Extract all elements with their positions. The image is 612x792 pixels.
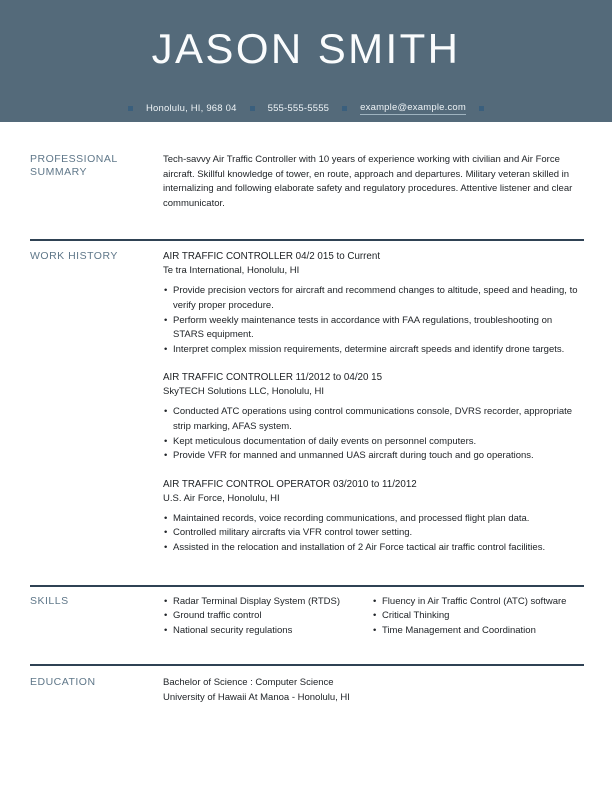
job-title: AIR TRAFFIC CONTROL OPERATOR 03/2010 to 11/2012 — [163, 478, 417, 490]
job-company: U.S. Air Force, Honolulu, HI — [163, 492, 280, 504]
skill-item: • Fluency in Air Traffic Control (ATC) software — [372, 595, 584, 610]
separator-square-icon — [250, 106, 255, 111]
skills-column-left — [163, 595, 372, 639]
separator-square-icon — [342, 106, 347, 111]
contact-phone: 555-555-5555 — [267, 103, 330, 114]
job-bullet: • Maintained records, voice recording communications, and processed flight plan data. — [163, 512, 584, 527]
job-bullet: • Conducted ATC operations using control communications console, DVRS recorder, appropriate strip marking, AFAS system. — [163, 405, 584, 434]
work-history-section-label: WORK HISTORY — [30, 250, 118, 263]
job-entry — [163, 371, 584, 463]
job-bullet: • Perform weekly maintenance tests in accordance with FAA regulations, troubleshooting on STARS equipment. — [163, 314, 584, 343]
skill-item: • Radar Terminal Display System (RTDS) — [163, 595, 372, 610]
separator-square-icon — [128, 106, 133, 111]
job-bullet: • Controlled military aircrafts via VFR control tower setting. — [163, 526, 584, 541]
job-bullet: • Provide VFR for manned and unmanned UAS aircraft during touch and go operations. — [163, 449, 584, 464]
job-company: SkyTECH Solutions LLC, Honolulu, HI — [163, 386, 325, 398]
summary-section-label: PROFESSIONAL SUMMARY — [30, 153, 118, 178]
candidate-name: JASON SMITH — [151, 25, 461, 72]
separator-square-icon — [479, 106, 484, 111]
education-section-label: EDUCATION — [30, 676, 96, 689]
contact-email-link[interactable]: example@example.com — [360, 102, 467, 113]
job-entry — [163, 478, 584, 556]
job-title: AIR TRAFFIC CONTROLLER 04/2 015 to Current — [163, 251, 381, 263]
job-bullet-list — [163, 284, 584, 357]
job-entry — [163, 250, 584, 357]
section-skills — [30, 587, 584, 639]
education-content — [163, 676, 584, 705]
contact-location: Honolulu, HI, 968 04 — [145, 103, 237, 114]
skills-column-right — [372, 595, 584, 639]
work-history-content — [163, 250, 584, 555]
section-work-history — [30, 241, 584, 555]
skills-section-label: SKILLS — [30, 594, 69, 607]
header-band — [0, 0, 612, 122]
skill-item: • Critical Thinking — [372, 609, 584, 624]
education-degree: Bachelor of Science : Computer Science — [163, 677, 334, 689]
summary-text: Tech-savvy Air Traffic Controller with 10 years of experience working with civilian and Air Force aircraft. Skillful knowledge of tower, en route, approach and departures. Military veteran skilled in internalizing and following elaborate safety and regulatory procedures. Attentive listener and clear communicator. — [163, 154, 573, 209]
section-professional-summary — [30, 153, 584, 211]
job-title: AIR TRAFFIC CONTROLLER 11/2012 to 04/20 15 — [163, 372, 383, 384]
skills-columns — [163, 595, 584, 639]
skill-item: • Time Management and Coordination — [372, 624, 584, 639]
job-bullet-list — [163, 512, 584, 556]
job-bullet: • Provide precision vectors for aircraft and recommend changes to altitude, speed and heading, to verify proper procedure. — [163, 284, 584, 313]
section-education — [30, 666, 584, 705]
skill-item: • National security regulations — [163, 624, 372, 639]
contact-row — [0, 102, 612, 115]
job-bullet-list — [163, 405, 584, 463]
job-bullet: • Kept meticulous documentation of daily events on personnel computers. — [163, 435, 584, 450]
skill-item: • Ground traffic control — [163, 609, 372, 624]
job-company: Te tra International, Honolulu, HI — [163, 265, 300, 277]
resume-body — [0, 122, 612, 705]
job-bullet: • Assisted in the relocation and installation of 2 Air Force tactical air traffic control facilities. — [163, 541, 584, 556]
education-school: University of Hawaii At Manoa - Honolulu, HI — [163, 691, 350, 703]
job-bullet: • Interpret complex mission requirements, determine aircraft speeds and identify drone targets. — [163, 343, 584, 358]
